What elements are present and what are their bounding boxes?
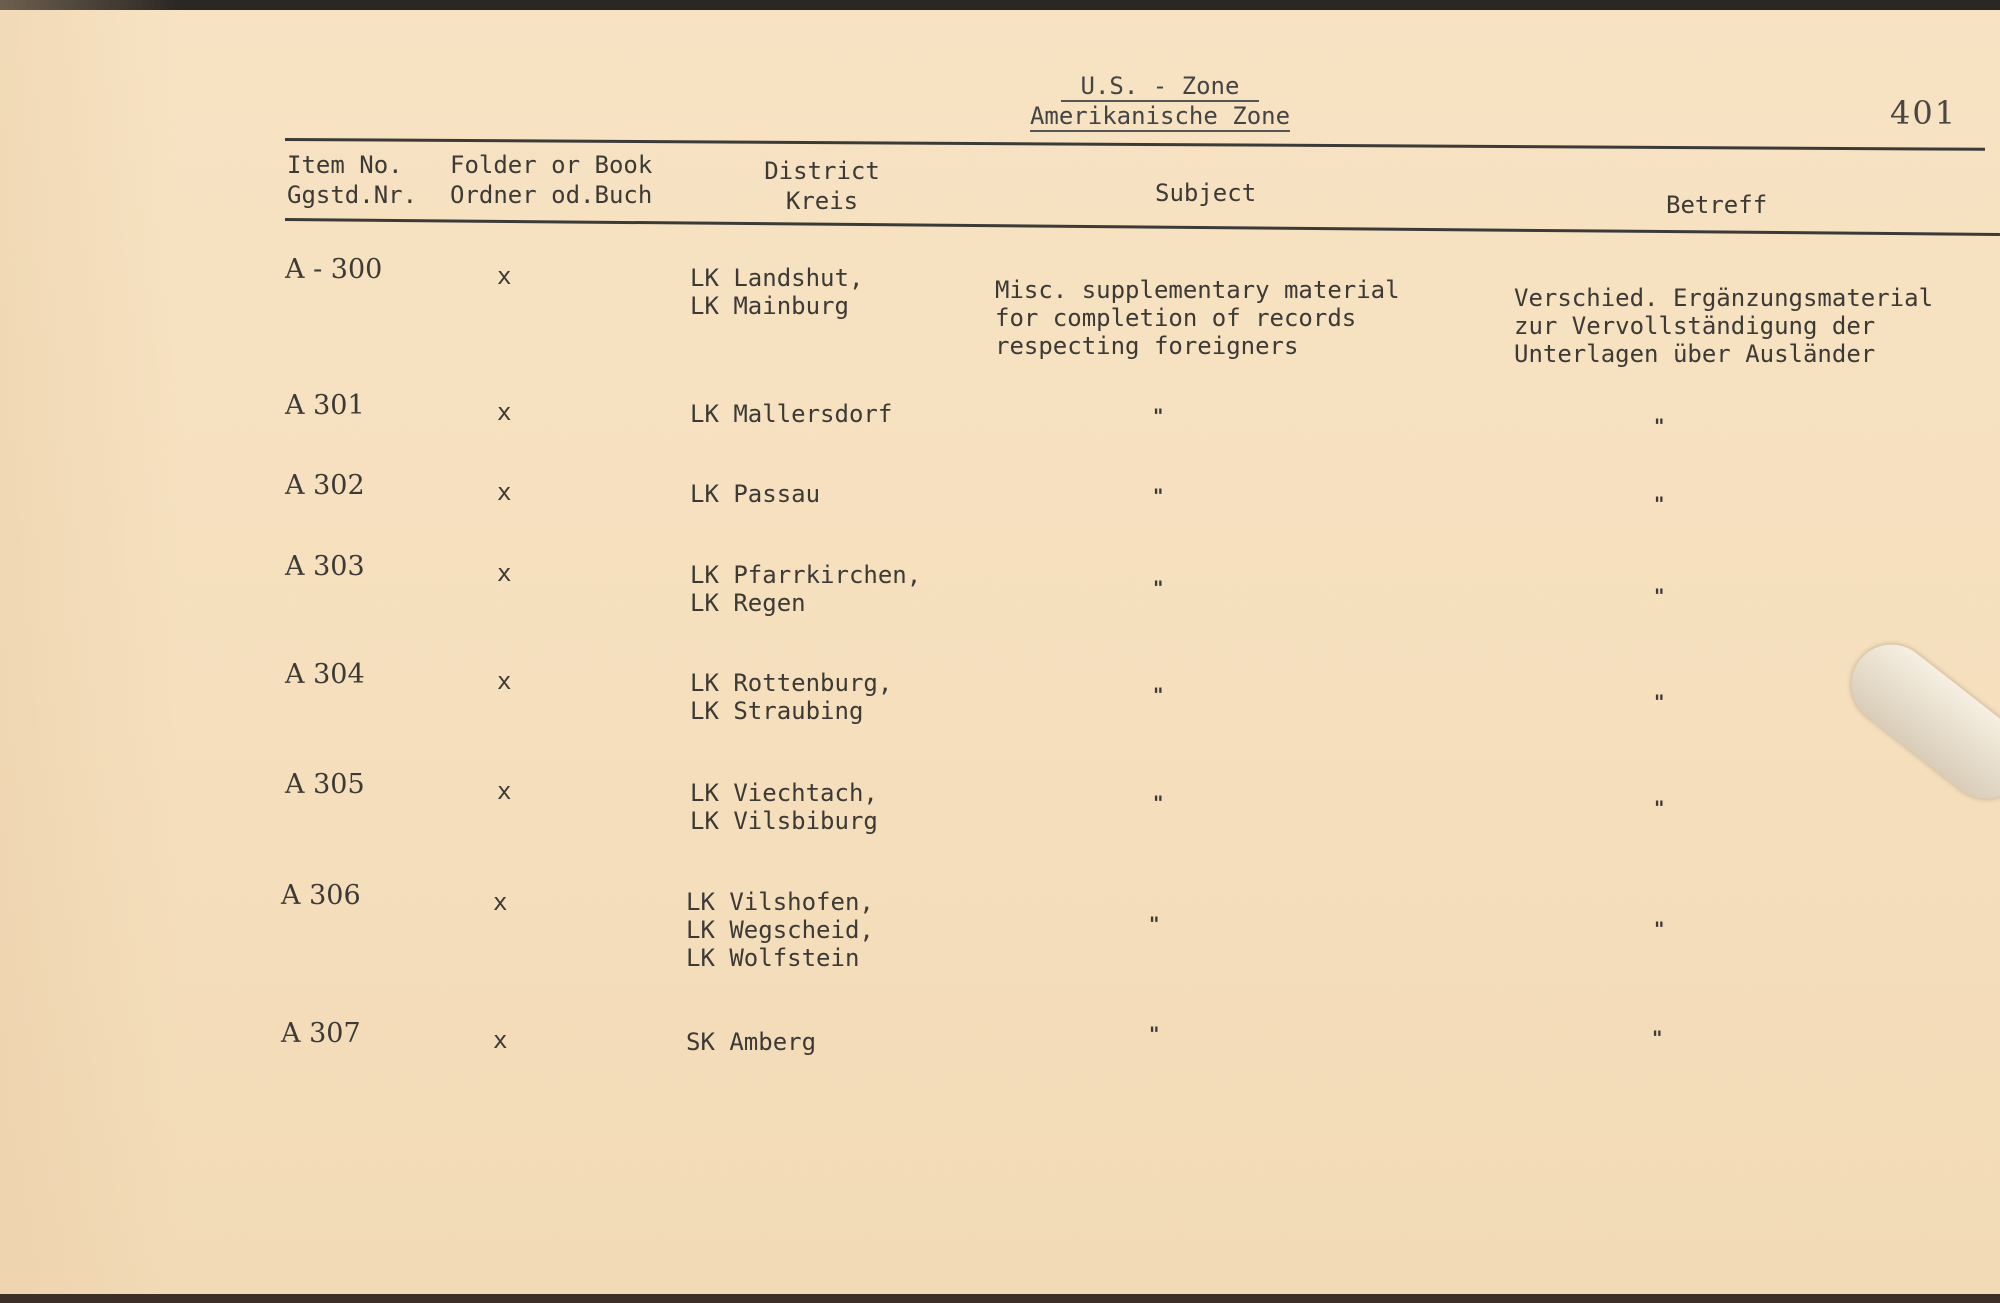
district: LK Viechtach, LK Vilsbiburg (690, 779, 878, 835)
district: LK Pfarrkirchen, LK Regen (690, 561, 922, 617)
column-header-folder-de: Ordner od.Buch (450, 181, 653, 209)
column-header-item-en: Item No. (287, 151, 403, 179)
column-header-subject: Subject (1155, 179, 1257, 207)
column-header-betreff: Betreff (1666, 191, 1768, 219)
item-number: A 306 (281, 880, 361, 911)
subject-ditto: " (1153, 683, 1164, 707)
betreff-ditto: " (1654, 414, 1665, 438)
betreff-ditto: " (1654, 584, 1665, 608)
header-bottom-rule (285, 218, 2000, 236)
subject-ditto: " (1153, 404, 1164, 428)
column-header-folder (450, 150, 652, 210)
scan-top-edge (0, 0, 2000, 10)
item-number: A 303 (285, 551, 365, 582)
zone-heading-en: U.S. - Zone (1061, 72, 1260, 102)
betreff-text: Verschied. Ergänzungsmaterial zur Vervollständigung der Unterlagen über Ausländer (1514, 284, 1934, 368)
folder-mark: x (497, 559, 512, 587)
scan-bottom-edge (0, 1294, 2000, 1303)
column-header-item-de: Ggstd.Nr. (287, 181, 418, 209)
folder-mark: x (493, 888, 508, 916)
district: LK Landshut, LK Mainburg (690, 264, 864, 320)
district: LK Vilshofen, LK Wegscheid, LK Wolfstein (686, 888, 874, 972)
district: LK Mallersdorf (690, 400, 893, 428)
column-header-district-en: District (764, 157, 880, 185)
item-number: A - 300 (285, 254, 383, 285)
header-top-rule (285, 138, 1985, 151)
zone-heading (1000, 72, 1320, 132)
item-number: A 301 (285, 390, 365, 421)
betreff-ditto: " (1654, 796, 1665, 820)
subject-ditto: " (1149, 1022, 1160, 1046)
scanner-clip (1835, 628, 2000, 814)
page-number: 401 (1890, 94, 1958, 132)
zone-heading-de: Amerikanische Zone (1029, 102, 1291, 130)
subject-ditto: " (1153, 791, 1164, 815)
column-header-district (757, 156, 887, 216)
betreff-ditto: " (1654, 917, 1665, 941)
column-header-district-de: Kreis (785, 187, 859, 215)
district: SK Amberg (686, 1028, 817, 1056)
subject-ditto: " (1149, 912, 1160, 936)
district: LK Rottenburg, LK Straubing (690, 669, 893, 725)
betreff-ditto: " (1654, 690, 1665, 714)
item-number: A 302 (285, 470, 365, 501)
item-number: A 305 (285, 769, 365, 800)
item-number: A 304 (285, 659, 365, 690)
folder-mark: x (497, 478, 512, 506)
paper-shading (0, 0, 180, 1303)
subject-ditto: " (1153, 484, 1164, 508)
folder-mark: x (497, 262, 512, 290)
folder-mark: x (497, 398, 512, 426)
betreff-ditto: " (1652, 1026, 1663, 1050)
district: LK Passau (690, 480, 821, 508)
subject-ditto: " (1153, 576, 1164, 600)
folder-mark: x (493, 1026, 508, 1054)
subject-text: Misc. supplementary material for completion of records respecting foreigners (995, 276, 1400, 360)
folder-mark: x (497, 777, 512, 805)
column-header-folder-en: Folder or Book (450, 151, 653, 179)
betreff-ditto: " (1654, 492, 1665, 516)
column-header-item (287, 150, 417, 210)
folder-mark: x (497, 667, 512, 695)
item-number: A 307 (281, 1018, 361, 1049)
